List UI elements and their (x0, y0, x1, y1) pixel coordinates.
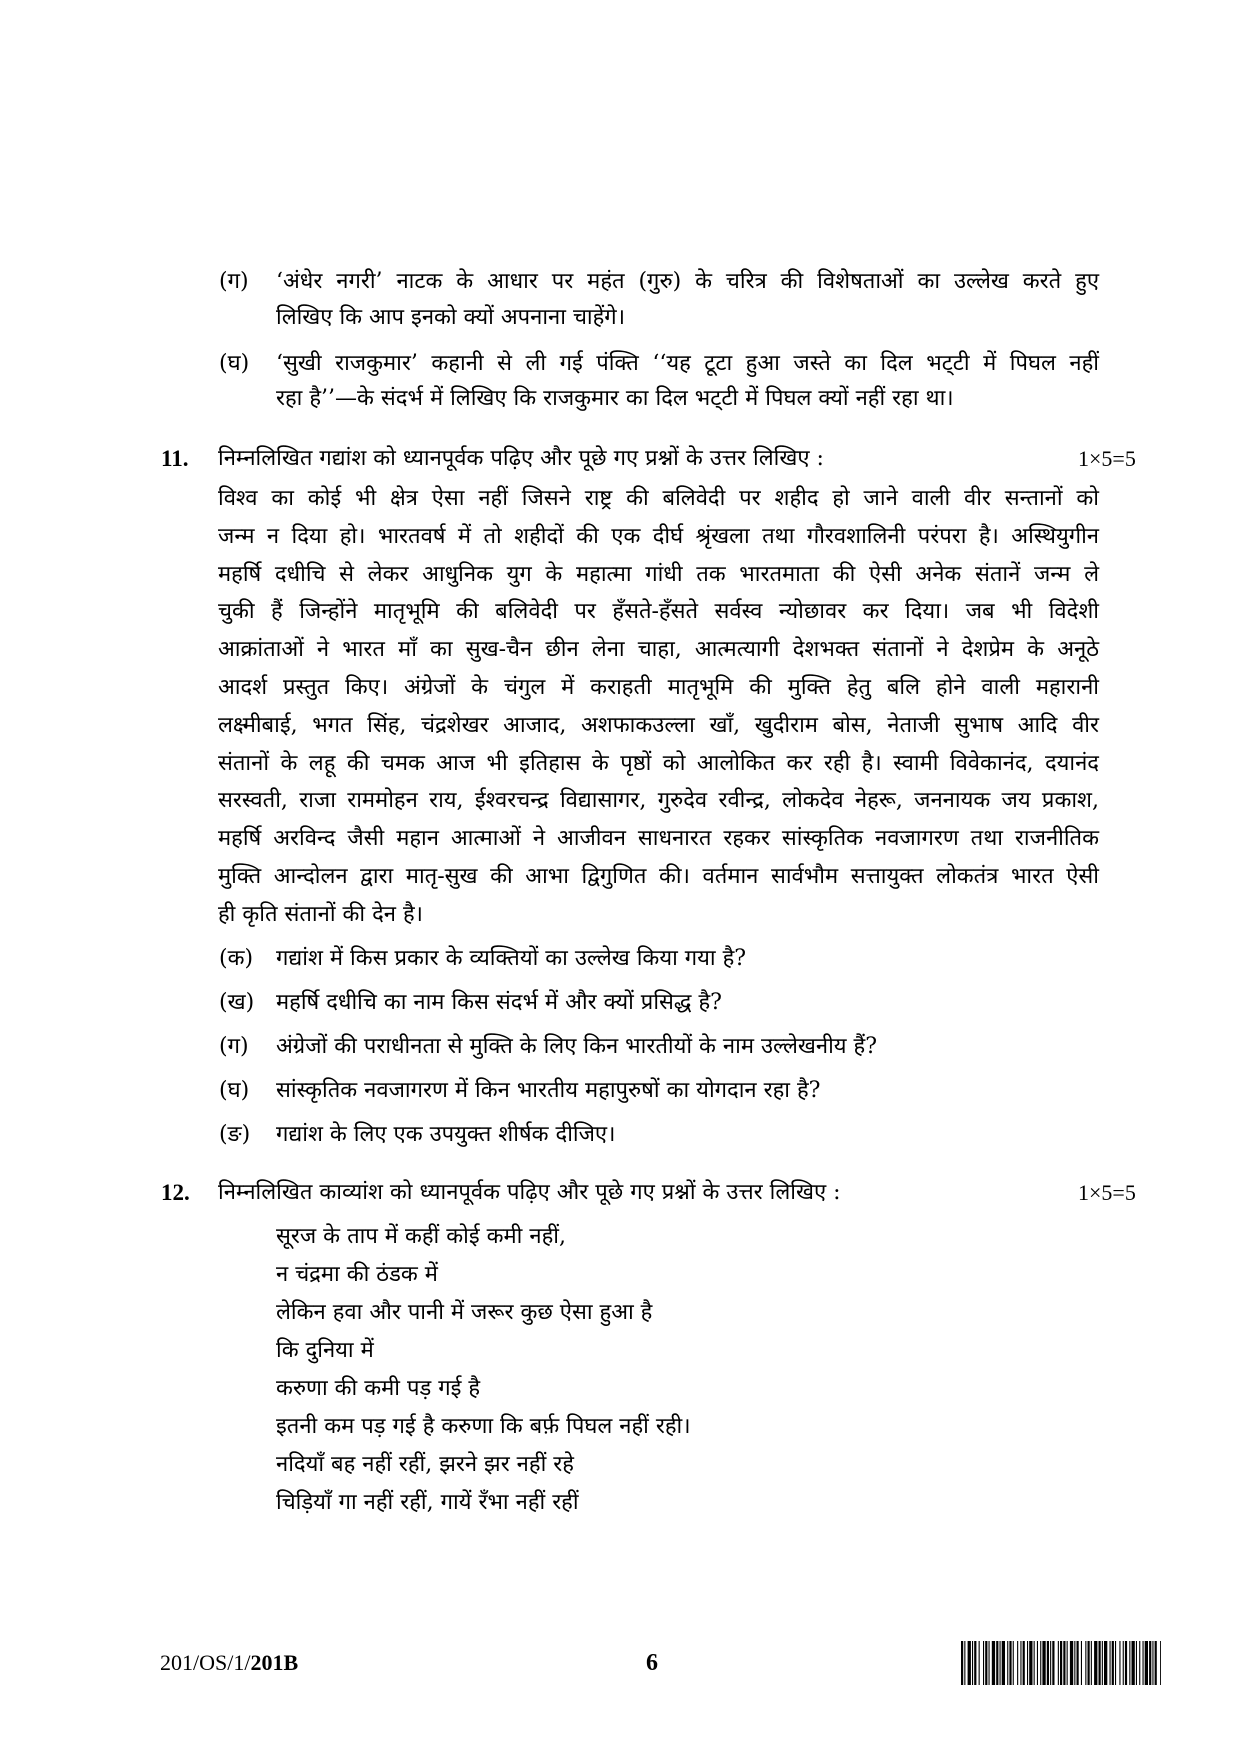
barcode-bar (1119, 1641, 1120, 1685)
barcode-bar (985, 1641, 987, 1685)
passage-line: महर्षि दधीचि से लेकर आधुनिक युग के महात्मा गांधी तक भारतमाता की ऐसी अनेक संतानें जन्म ले (218, 562, 1099, 587)
passage-line: महर्षि अरविन्द जैसी महान आत्माओं ने आजीवन साधनारत रहकर सांस्कृतिक नवजागरण तथा राजनीतिक (218, 826, 1099, 851)
barcode-bar (972, 1641, 973, 1685)
barcode-bar (1112, 1641, 1114, 1685)
barcode-bar (1143, 1641, 1144, 1685)
part-text-line: लिखिए कि आप इनको क्यों अपनाना चाहेंगे। (276, 305, 626, 330)
poem-line: नदियाँ बह नहीं रहीं, झरने झर नहीं रहे (276, 1452, 574, 1477)
barcode-bar (1037, 1641, 1038, 1685)
barcode-bar (1000, 1641, 1001, 1685)
question-number: 12. (161, 1180, 190, 1205)
poem-line: इतनी कम पड़ गई है करुणा कि बर्फ़ पिघल नहीं रही। (276, 1414, 691, 1439)
sub-question-text: सांस्कृतिक नवजागरण में किन भारतीय महापुरुषों का योगदान रहा है? (276, 1078, 821, 1103)
barcode-bar (1099, 1641, 1101, 1685)
barcode-bar (1067, 1641, 1068, 1685)
poem-line: कि दुनिया में (276, 1338, 374, 1363)
poem-line: लेकिन हवा और पानी में जरूर कुछ ऐसा हुआ है (276, 1300, 653, 1325)
passage-line: ही कृति संतानों की देन है। (218, 902, 424, 927)
barcode-bar (1040, 1641, 1041, 1685)
barcode-bar (1088, 1641, 1090, 1685)
barcode-bar (1160, 1641, 1161, 1685)
barcode-bar (1152, 1641, 1153, 1685)
sub-question-label: (क) (219, 946, 254, 971)
part-text-line: ‘अंधेर नगरी’ नाटक के आधार पर महंत (गुरु) के चरित्र की विशेषताओं का उल्लेख करते हुए (276, 269, 1099, 294)
part-text-line: ‘सुखी राजकुमार’ कहानी से ली गई पंक्ति ‘‘यह टूटा हुआ जस्ते का दिल भट्‌टी में पिघल नहीं (276, 351, 1099, 376)
barcode-bar (1050, 1641, 1051, 1685)
barcode-bar (964, 1641, 965, 1685)
barcode-bar (1110, 1641, 1111, 1685)
barcode-bar (1007, 1641, 1008, 1685)
barcode-bar (1115, 1641, 1116, 1685)
paper-code-bold: 201B (250, 1650, 299, 1675)
passage-line: आक्रांताओं ने भारत माँ का सुख-चैन छीन लेना चाहा, आत्मत्यागी देशभक्त संतानों ने देशप्रेम के अनूठे (218, 637, 1099, 662)
barcode-bar (1034, 1641, 1035, 1685)
barcode-bar (1104, 1641, 1107, 1685)
barcode-bar (961, 1641, 963, 1685)
barcode-bar (968, 1641, 971, 1685)
barcode-bar (1042, 1641, 1045, 1685)
barcode-bar (1145, 1641, 1148, 1685)
sub-question-text: अंग्रेजों की पराधीनता से मुक्ति के लिए किन भारतीयों के नाम उल्लेखनीय हैं? (276, 1034, 878, 1059)
barcode-bar (979, 1641, 980, 1685)
page-number: 6 (646, 1650, 658, 1676)
question-number: 11. (161, 446, 189, 471)
sub-question-label: (घ) (219, 1078, 250, 1103)
passage-line: सरस्वती, राजा राममोहन राय, ईश्वरचन्द्र विद्यासागर, गुरुदेव रवीन्द्र, लोकदेव नेहरू, जननायक जय प्रकाश, (218, 788, 1099, 813)
question-instruction: निम्नलिखित गद्यांश को ध्यानपूर्वक पढ़िए और पूछे गए प्रश्नों के उत्तर लिखिए : (218, 446, 824, 471)
sub-question-text: गद्यांश में किस प्रकार के व्यक्तियों का उल्लेख किया गया है? (276, 946, 747, 971)
barcode-bar (1070, 1641, 1073, 1685)
question-marks: 1×5=5 (1078, 446, 1136, 471)
barcode-bar (1002, 1641, 1005, 1685)
sub-question-text: गद्यांश के लिए एक उपयुक्त शीर्षक दीजिए। (276, 1122, 616, 1147)
poem-line: सूरज के ताप में कहीं कोई कमी नहीं, (276, 1224, 566, 1249)
barcode-bar (1132, 1641, 1135, 1685)
question-instruction: निम्नलिखित काव्यांश को ध्यानपूर्वक पढ़िए और पूछे गए प्रश्नों के उत्तर लिखिए : (218, 1180, 841, 1205)
part-label: (घ) (219, 351, 250, 376)
passage-line: विश्व का कोई भी क्षेत्र ऐसा नहीं जिसने राष्ट्र की बलिवेदी पर शहीद हो जाने वाली वीर सन्तानों को (218, 486, 1099, 511)
barcode-bar (1047, 1641, 1049, 1685)
sub-question-text: महर्षि दधीचि का नाम किस संदर्भ में और क्यों प्रसिद्ध है? (276, 990, 722, 1015)
sub-question-label: (ङ) (219, 1122, 251, 1147)
barcode-bar (992, 1641, 995, 1685)
barcode-bar (1009, 1641, 1011, 1685)
poem-line: चिड़ियाँ गा नहीं रहीं, गायें रँभा नहीं रहीं (276, 1490, 579, 1515)
barcode-bar (1074, 1641, 1075, 1685)
barcode-bar (1081, 1641, 1082, 1685)
barcode-bar (1139, 1641, 1140, 1685)
passage-line: आदर्श प्रस्तुत किए। अंग्रेजों के चंगुल में कराहती मातृभूमि की मुक्ति हेतु बलि होने वाली महारानी (218, 675, 1099, 700)
passage-line: चुकी हैं जिन्होंने मातृभूमि की बलिवेदी पर हँसते-हँसते सर्वस्व न्योछावर कर दिया। जब भी विदेशी (218, 599, 1099, 624)
barcode-icon (961, 1641, 1161, 1685)
barcode-bar (1029, 1641, 1032, 1685)
barcode-bar (1063, 1641, 1065, 1685)
barcode-bar (1058, 1641, 1059, 1685)
barcode-bar (1102, 1641, 1103, 1685)
barcode-bar (1077, 1641, 1079, 1685)
question-marks: 1×5=5 (1078, 1180, 1136, 1205)
sub-question-label: (ख) (219, 990, 255, 1015)
passage-line: संतानों के लहू की चमक आज भी इतिहास के पृष्ठों को आलोकित कर रही है। स्वामी विवेकानंद, दयानंद (218, 751, 1099, 776)
barcode-bar (1091, 1641, 1092, 1685)
poem-line: करुणा की कमी पड़ गई है (276, 1376, 481, 1401)
barcode-bar (1023, 1641, 1025, 1685)
barcode-bar (1125, 1641, 1127, 1685)
barcode-bar (983, 1641, 984, 1685)
barcode-bar (1149, 1641, 1151, 1685)
barcode-bar (996, 1641, 998, 1685)
barcode-bar (1123, 1641, 1124, 1685)
barcode-bar (1052, 1641, 1054, 1685)
barcode-bar (1020, 1641, 1021, 1685)
barcode-bar (1155, 1641, 1157, 1685)
poem-line: न चंद्रमा की ठंडक में (276, 1262, 438, 1287)
barcode-bar (1017, 1641, 1018, 1685)
barcode-bar (989, 1641, 990, 1685)
barcode-bar (1136, 1641, 1137, 1685)
barcode-bar (1094, 1641, 1097, 1685)
part-label: (ग) (219, 269, 249, 294)
barcode-bar (1060, 1641, 1062, 1685)
sub-question-label: (ग) (219, 1034, 249, 1059)
barcode-bar (1129, 1641, 1130, 1685)
paper-code (160, 1648, 298, 1678)
barcode-bar (1085, 1641, 1086, 1685)
barcode-bar (1027, 1641, 1028, 1685)
barcode-bar (1013, 1641, 1014, 1685)
part-text-line: रहा है’’—के संदर्भ में लिखिए कि राजकुमार का दिल भट्‌टी में पिघल क्यों नहीं रहा था। (276, 386, 954, 411)
barcode-bar (974, 1641, 976, 1685)
passage-line: लक्ष्मीबाई, भगत सिंह, चंद्रशेखर आजाद, अशफाकउल्ला खाँ, खुदीराम बोस, नेताजी सुभाष आदि वीर (218, 713, 1099, 738)
paper-code-prefix: 201/OS/1/ (160, 1650, 251, 1675)
passage-line: मुक्ति आन्दोलन द्वारा मातृ-सुख की आभा द्विगुणित की। वर्तमान सार्वभौम सत्तायुक्त लोकतंत्र भारत ऐसी (218, 864, 1099, 889)
passage-line: जन्म न दिया हो। भारतवर्ष में तो शहीदों की एक दीर्घ श्रृंखला तथा गौरवशालिनी परंपरा है। अस्थियुगीन (218, 524, 1099, 549)
